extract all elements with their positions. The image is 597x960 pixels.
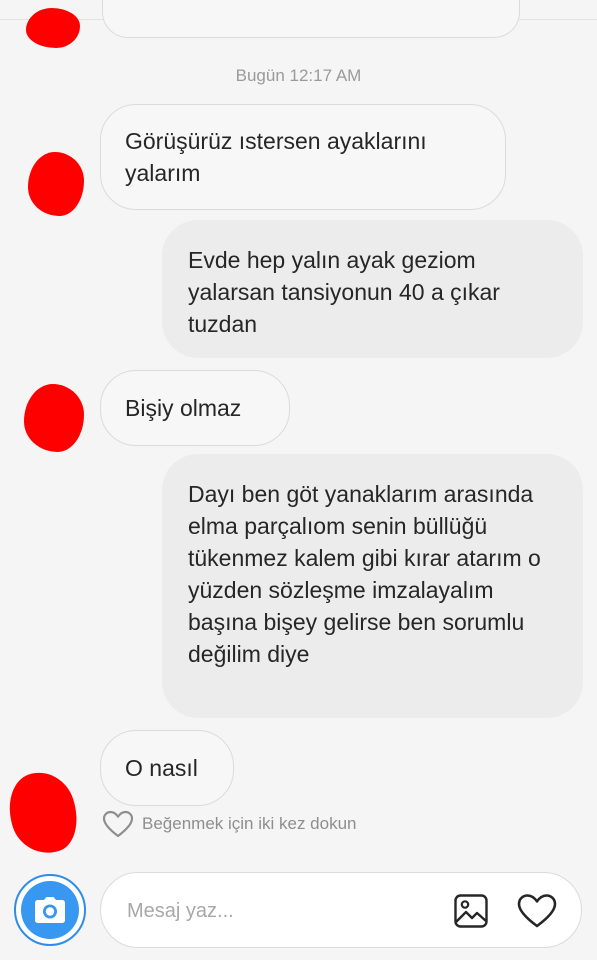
message-bubble-incoming[interactable]	[100, 370, 290, 446]
message-bubble-outgoing[interactable]	[162, 454, 583, 718]
message-text: Bişiy olmaz	[125, 395, 242, 421]
redacted-avatar	[28, 152, 84, 216]
message-bubble-outgoing[interactable]	[162, 220, 583, 358]
message-text: Dayı ben göt yanaklarım arasında elma parçalıom senin büllüğü tükenmez kalem gibi kırar atarım o yüzden sözleşme imzalayalım başına bişey gelirse ben sorumlu değilim diye	[188, 481, 541, 667]
like-hint-text: Beğenmek için iki kez dokun	[142, 814, 357, 833]
heart-like-button[interactable]	[515, 891, 559, 931]
message-bubble-incoming[interactable]	[100, 730, 234, 806]
message-text: Evde hep yalın ayak geziom yalarsan tansiyonun 40 a çıkar tuzdan	[188, 247, 500, 337]
double-tap-like-hint[interactable]	[102, 810, 357, 838]
heart-outline-icon	[102, 810, 134, 838]
message-text: O nasıl	[125, 755, 198, 781]
conversation-timestamp: Bugün 12:17 AM	[235, 66, 362, 85]
image-gallery-icon	[453, 893, 489, 929]
message-input-container	[100, 872, 582, 948]
camera-button[interactable]	[14, 874, 86, 946]
message-composer	[0, 868, 597, 960]
redacted-avatar	[24, 384, 84, 452]
message-input[interactable]	[127, 891, 427, 931]
previous-message-bubble	[102, 0, 520, 38]
redacted-avatar	[26, 8, 80, 48]
redacted-avatar	[0, 764, 87, 862]
camera-icon	[33, 896, 67, 924]
message-text: Görüşürüz ıstersen ayaklarını yalarım	[125, 128, 427, 186]
gallery-button[interactable]	[451, 891, 491, 931]
heart-icon	[516, 893, 558, 929]
message-bubble-incoming[interactable]	[100, 104, 506, 210]
